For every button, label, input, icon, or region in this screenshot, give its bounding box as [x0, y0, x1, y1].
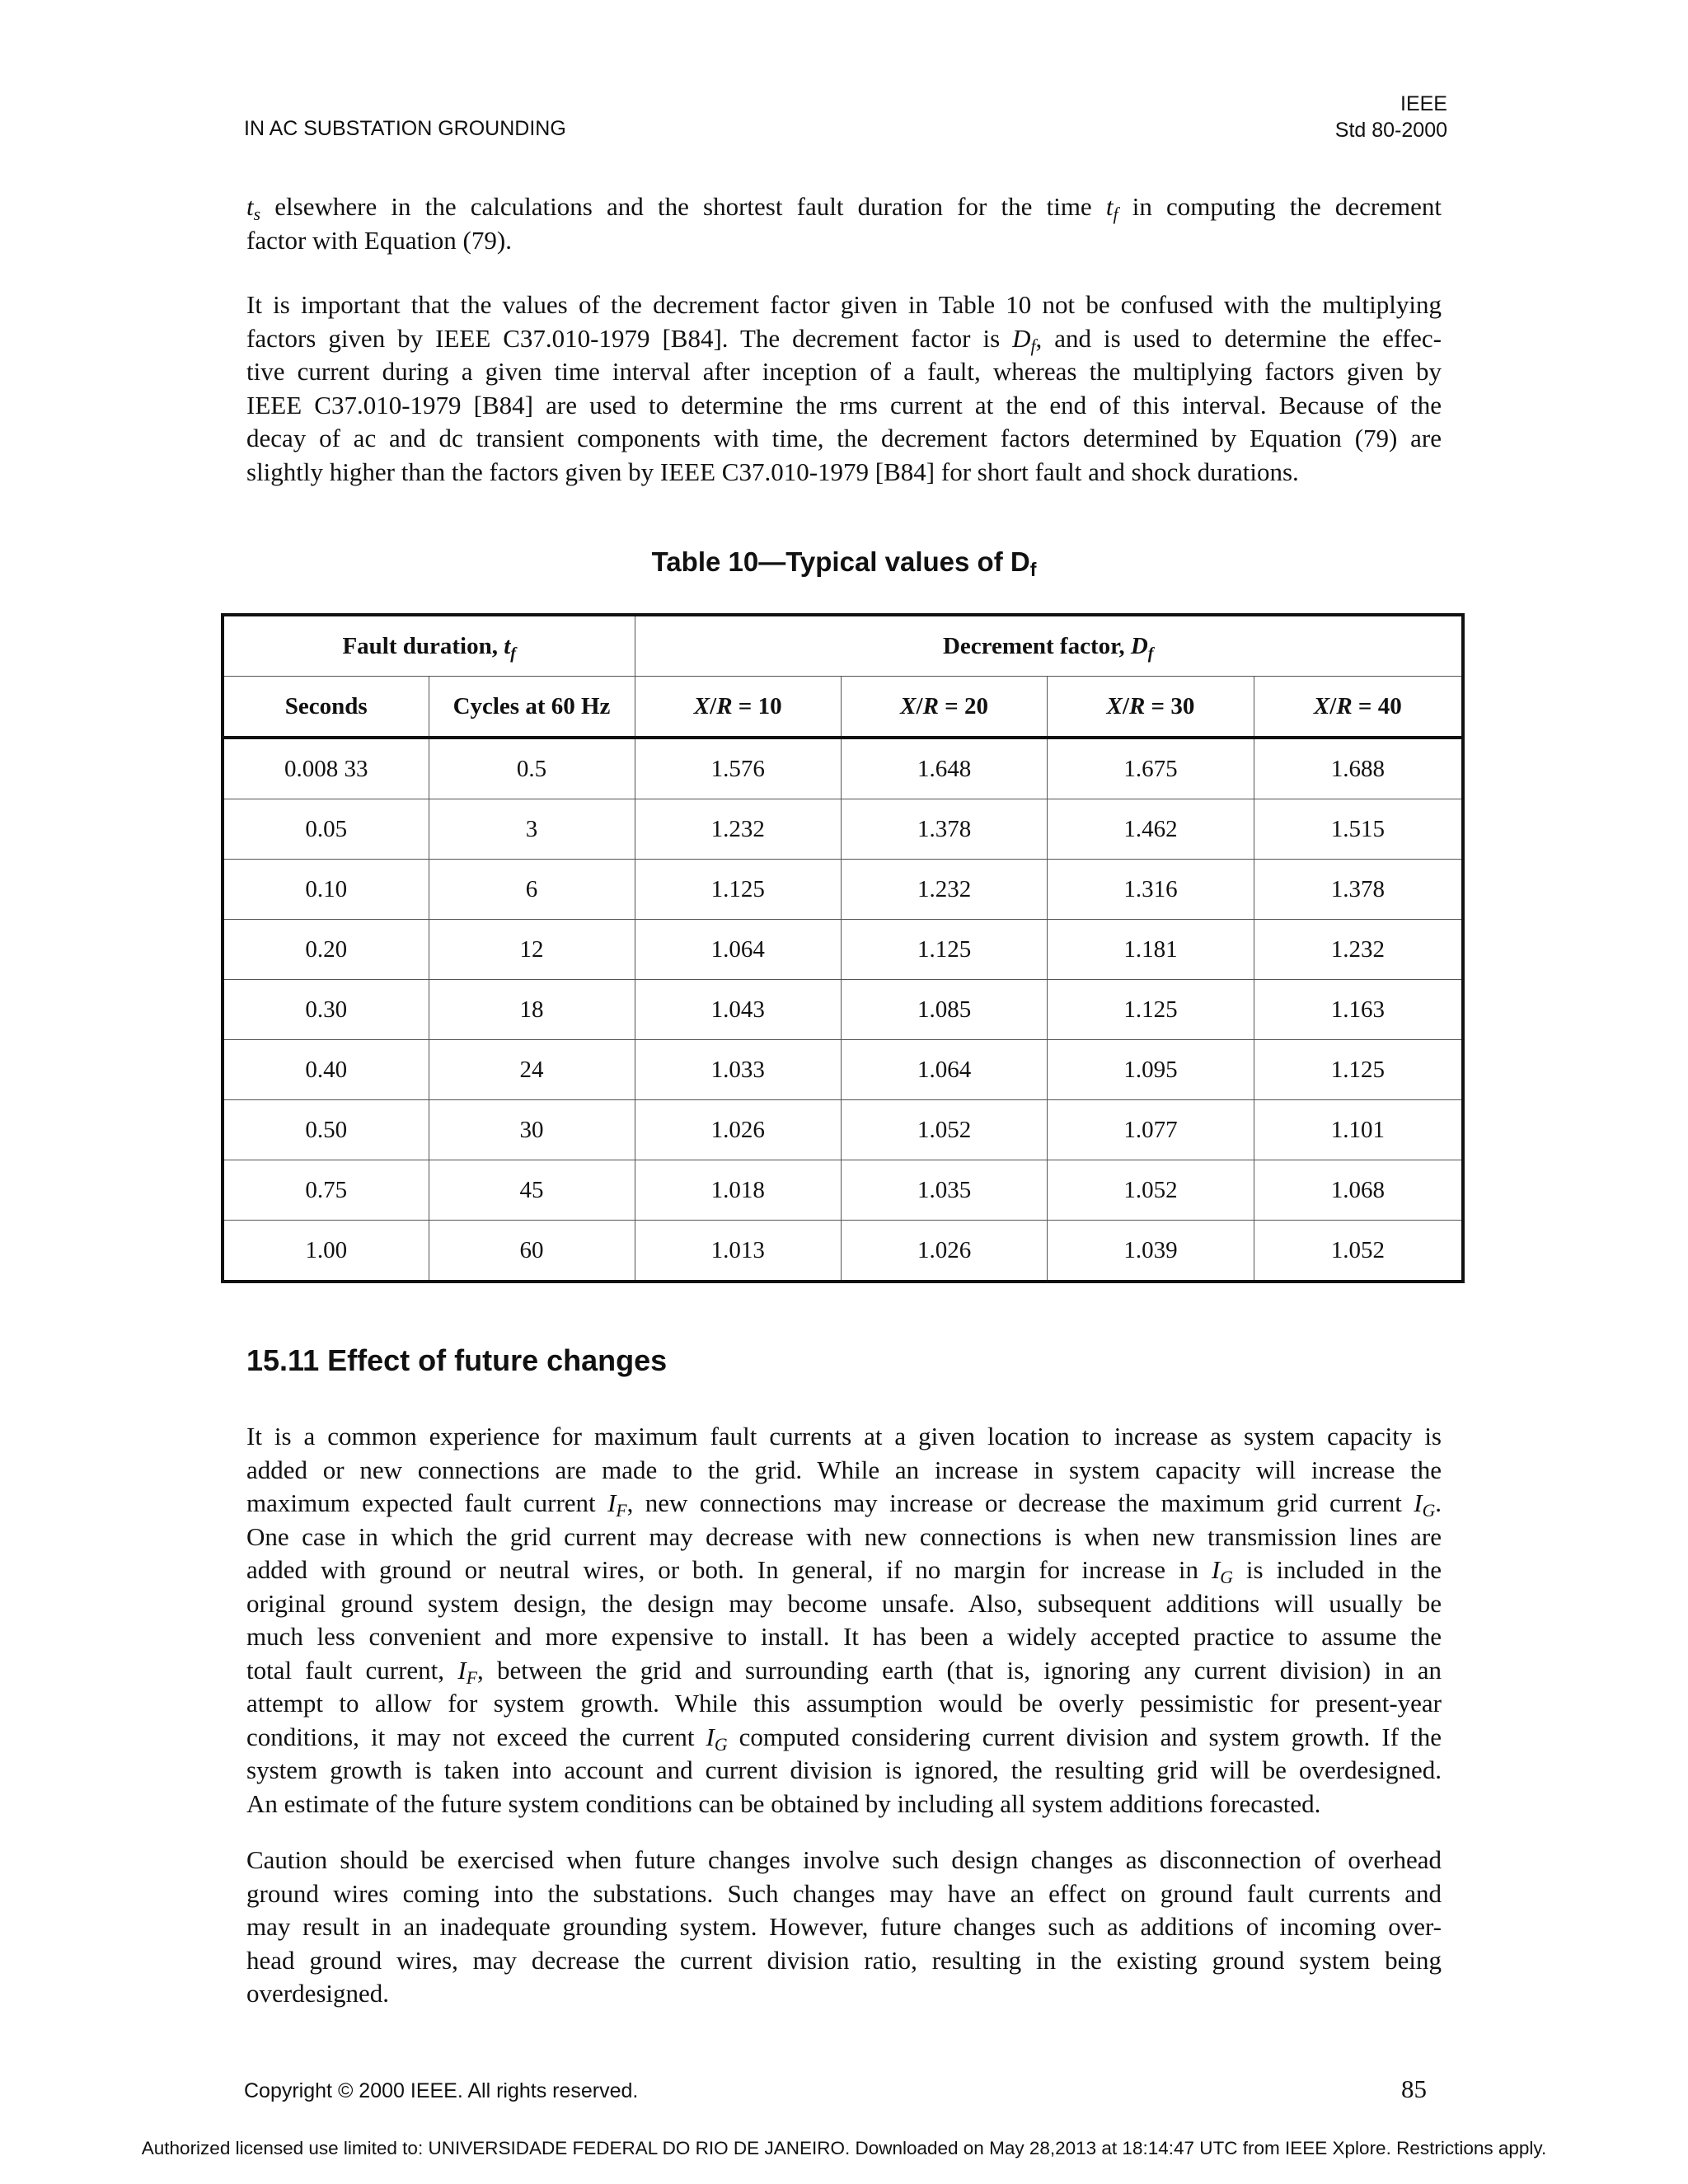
paragraph-3-line: added or new connections are made to the grid. While an increase in system capacity will increase the	[246, 1455, 1442, 1484]
column-header-xr-20: X/R = 20	[841, 677, 1047, 738]
table-cell: 1.033	[635, 1040, 841, 1100]
table-row	[223, 860, 1463, 920]
table-cell: 1.648	[841, 738, 1047, 799]
table-row	[223, 1160, 1463, 1221]
table-cell: 1.688	[1254, 738, 1463, 799]
table-cell: 0.20	[223, 920, 429, 980]
table-row	[223, 920, 1463, 980]
paragraph-2-line: IEEE C37.010-1979 [B84] are used to determine the rms current at the end of this interval. Because of the	[246, 390, 1442, 419]
table-cell: 1.515	[1254, 799, 1463, 860]
header-decrement-factor: Decrement factor, $D_f$	[635, 615, 1463, 677]
table-cell: 24	[429, 1040, 635, 1100]
paragraph-3-line: original ground system design, the design may become unsafe. Also, subsequent additions will usually be	[246, 1588, 1442, 1618]
table-cell: 1.064	[635, 920, 841, 980]
table-cell: 0.05	[223, 799, 429, 860]
paragraph-2-line: factors given by IEEE C37.010-1979 [B84]. The decrement factor is $D_f$, and is used to determine the effec-	[246, 323, 1442, 356]
table-cell: 0.50	[223, 1100, 429, 1160]
table-cell: 1.052	[1048, 1160, 1254, 1221]
table-cell: 0.10	[223, 860, 429, 920]
table-cell: 1.232	[635, 799, 841, 860]
paragraph-2-line: decay of ac and dc transient components with time, the decrement factors determined by Equation (79) are	[246, 424, 1442, 452]
table-cell: 0.008 33	[223, 738, 429, 799]
header-fault-duration: Fault duration, $t_f$	[223, 615, 635, 677]
table-cell: 1.316	[1048, 860, 1254, 920]
table-cell: 1.00	[223, 1221, 429, 1282]
table-cell: 0.75	[223, 1160, 429, 1221]
table-cell: 0.30	[223, 980, 429, 1040]
table-cell: 45	[429, 1160, 635, 1221]
table-cell: 1.232	[1254, 920, 1463, 980]
table-cell: 1.378	[841, 799, 1047, 860]
table-row	[223, 799, 1463, 860]
column-header-seconds: Seconds	[223, 677, 429, 738]
header-ieee: IEEE	[1400, 92, 1447, 115]
table-cell: 1.163	[1254, 980, 1463, 1040]
running-header-standard	[1335, 91, 1447, 143]
table-cell: 1.462	[1048, 799, 1254, 860]
table-cell: 1.039	[1048, 1221, 1254, 1282]
section-heading: 15.11 Effect of future changes	[246, 1343, 668, 1377]
table-cell: 1.052	[1254, 1221, 1463, 1282]
paragraph-4-line: may result in an inadequate grounding system. However, future changes such as additions of incoming over-	[246, 1912, 1442, 1941]
paragraph-1-line: $t_s$ elsewhere in the calculations and the shortest fault duration for the time $t_f$ in computing the decrement	[246, 192, 1442, 224]
table-cell: 1.043	[635, 980, 841, 1040]
paragraph-3-line: much less convenient and more expensive to install. It has been a widely accepted practice to assume the	[246, 1622, 1442, 1651]
paragraph-4-line: ground wires coming into the substations. Such changes may have an effect on ground fault currents and	[246, 1878, 1442, 1908]
paragraph-2-line: It is important that the values of the decrement factor given in Table 10 not be confused with the multiplying	[246, 290, 1442, 319]
paragraph-3-line: added with ground or neutral wires, or both. In general, if no margin for increase in $I_G$ is included in the	[246, 1555, 1442, 1587]
paragraph-3-line: total fault current, $I_F$, between the grid and surrounding earth (that is, ignoring any current division) in an	[246, 1655, 1442, 1688]
table-cell: 1.052	[841, 1100, 1047, 1160]
paragraph-4-line: head ground wires, may decrease the current division ratio, resulting in the existing ground system being	[246, 1945, 1442, 1975]
table-row	[223, 1221, 1463, 1282]
table-cell: 1.035	[841, 1160, 1047, 1221]
paragraph-3-line: It is a common experience for maximum fault currents at a given location to increase as system capacity is	[246, 1422, 1442, 1451]
column-header-xr-40: X/R = 40	[1254, 677, 1463, 738]
paragraph-4-line: overdesigned.	[246, 1979, 390, 2008]
footer-copyright: Copyright © 2000 IEEE. All rights reserved.	[244, 2079, 639, 2102]
table-cell: 1.181	[1048, 920, 1254, 980]
running-header-title: IN AC SUBSTATION GROUNDING	[244, 117, 566, 140]
page-number: 85	[1401, 2074, 1427, 2103]
column-header-xr-10: X/R = 10	[635, 677, 841, 738]
table-cell: 1.675	[1048, 738, 1254, 799]
column-header-cycles: Cycles at 60 Hz	[429, 677, 635, 738]
footer-authorized-use-notice: Authorized licensed use limited to: UNIVERSIDADE FEDERAL DO RIO DE JANEIRO. Downloaded on May 28,2013 at 18:14:47 UTC from IEEE Xplore. Restrictions apply.	[141, 2138, 1547, 2158]
table-cell: 30	[429, 1100, 635, 1160]
paragraph-3-line: attempt to allow for system growth. While this assumption would be overly pessimistic for present-year	[246, 1689, 1442, 1718]
paragraph-3-line: system growth is taken into account and current division is ignored, the resulting grid will be overdesigned.	[246, 1755, 1442, 1784]
table-cell: 1.095	[1048, 1040, 1254, 1100]
table-cell: 1.064	[841, 1040, 1047, 1100]
header-std-number: Std 80-2000	[1334, 119, 1447, 142]
table-cell: 1.125	[1254, 1040, 1463, 1100]
table-cell: 1.013	[635, 1221, 841, 1282]
paragraph-3-line: maximum expected fault current $I_F$, new connections may increase or decrease the maximum grid current $I_G$.	[246, 1488, 1442, 1521]
paragraph-4	[246, 1844, 1442, 2011]
paragraph-2-line: slightly higher than the factors given by IEEE C37.010-1979 [B84] for short fault and shock durations.	[246, 457, 1299, 486]
table-cell: 0.40	[223, 1040, 429, 1100]
paragraph-1	[246, 190, 1442, 257]
table-row	[223, 1040, 1463, 1100]
table-cell: 1.026	[841, 1221, 1047, 1282]
table-cell: 12	[429, 920, 635, 980]
table-row	[223, 980, 1463, 1040]
table-caption: Table 10—Typical values of $D_f$	[651, 546, 1037, 580]
table-cell: 1.125	[1048, 980, 1254, 1040]
table-cell: 3	[429, 799, 635, 860]
paragraph-2	[246, 288, 1442, 489]
paragraph-4-line: Caution should be exercised when future changes involve such design changes as disconnection of overhead	[246, 1845, 1442, 1874]
table-cell: 1.101	[1254, 1100, 1463, 1160]
table-cell: 1.085	[841, 980, 1047, 1040]
table-cell: 18	[429, 980, 635, 1040]
column-header-xr-30: X/R = 30	[1048, 677, 1254, 738]
table-cell: 1.576	[635, 738, 841, 799]
paragraph-3	[246, 1420, 1442, 1821]
table-cell: 1.068	[1254, 1160, 1463, 1221]
table-cell: 1.026	[635, 1100, 841, 1160]
table-cell: 0.5	[429, 738, 635, 799]
table-cell: 1.125	[635, 860, 841, 920]
table-row	[223, 1100, 1463, 1160]
table-cell: 1.378	[1254, 860, 1463, 920]
paragraph-3-line: One case in which the grid current may decrease with new connections is when new transmission lines are	[246, 1521, 1442, 1551]
decrement-factor-table	[221, 613, 1465, 1283]
paragraph-2-line: tive current during a given time interval after inception of a fault, whereas the multiplying factors given by	[246, 357, 1442, 386]
table-cell: 1.077	[1048, 1100, 1254, 1160]
table-row	[223, 738, 1463, 799]
table-cell: 6	[429, 860, 635, 920]
table-cell: 60	[429, 1221, 635, 1282]
paragraph-3-line: An estimate of the future system conditions can be obtained by including all system additions forecasted.	[246, 1788, 1321, 1818]
table-cell: 1.018	[635, 1160, 841, 1221]
paragraph-3-line: conditions, it may not exceed the current $I_G$ computed considering current division and system growth. If the	[246, 1722, 1442, 1755]
table-cell: 1.125	[841, 920, 1047, 980]
paragraph-1-line: factor with Equation (79).	[246, 225, 512, 255]
table-cell: 1.232	[841, 860, 1047, 920]
